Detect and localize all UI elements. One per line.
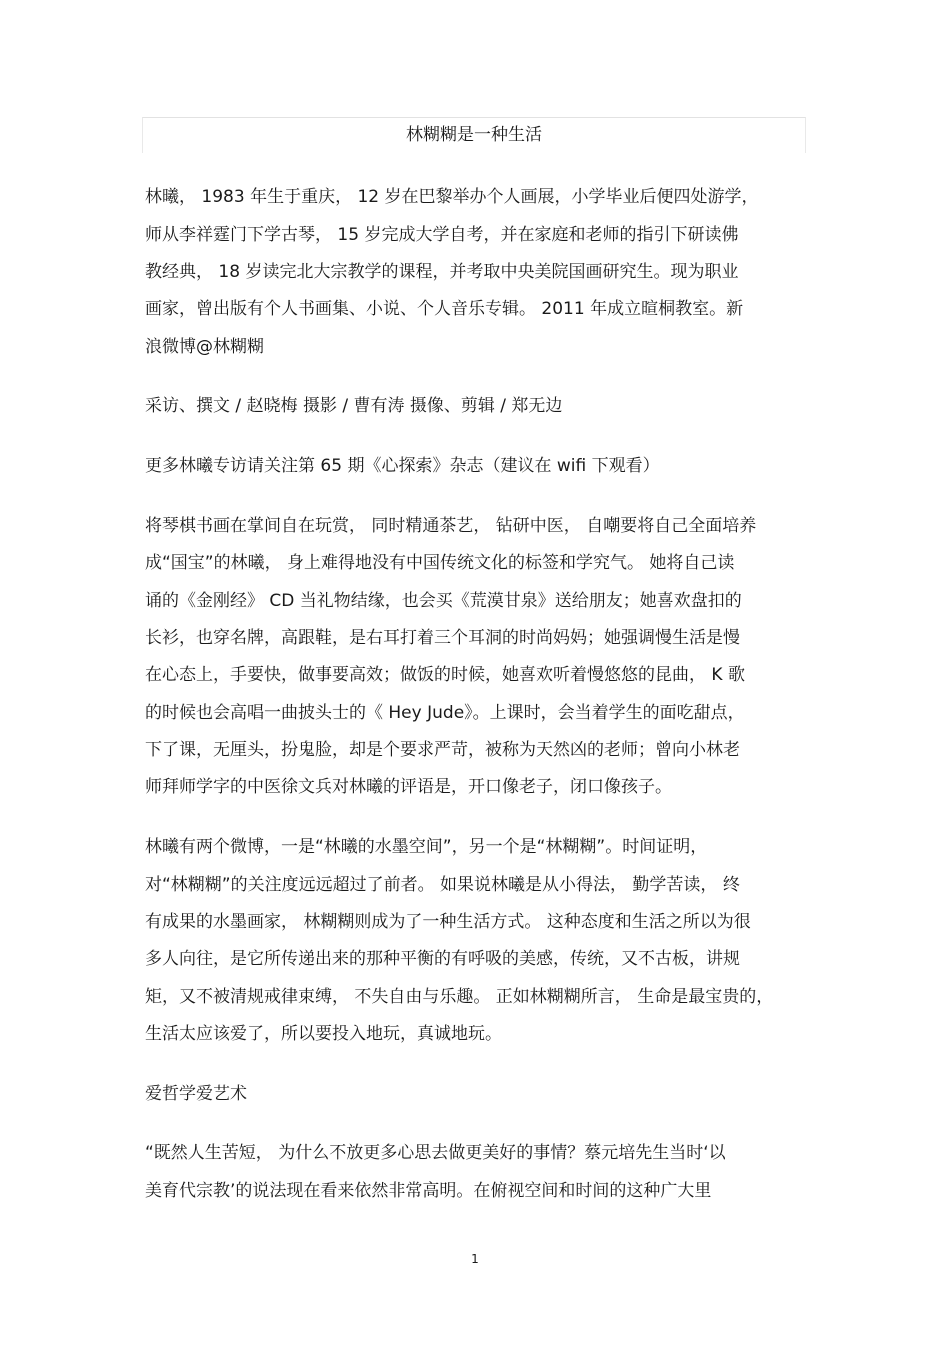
page-number: 1	[471, 1252, 479, 1266]
text-line: 林曦有两个微博，一是“林曦的水墨空间”，另一个是“林糊糊”。时间证明，	[145, 837, 708, 857]
section-heading: 爱哲学爱艺术	[145, 1084, 247, 1104]
magazine-note: 更多林曦专访请关注第 65 期《心探索》杂志（建议在 wifi 下观看）	[145, 456, 660, 476]
text-line: 有成果的水墨画家， 林糊糊则成为了一种生活方式。 这种态度和生活之所以为很	[145, 912, 751, 932]
text-line: 下了课，无厘头，扮鬼脸，却是个要求严苛，被称为天然凶的老师；曾向小林老	[145, 740, 740, 760]
text-line: 的时候也会高唱一曲披头士的《 Hey Jude》。上课时，会当着学生的面吃甜点，	[145, 703, 745, 723]
text-line: 生活太应该爱了，所以要投入地玩，真诚地玩。	[145, 1024, 502, 1044]
text-line: 画家，曾出版有个人书画集、小说、个人音乐专辑。 2011 年成立暄桐教室。新	[145, 299, 744, 319]
text-line: 矩，又不被清规戒律束缚， 不失自由与乐趣。 正如林糊糊所言， 生命是最宝贵的，	[145, 987, 774, 1007]
text-line: 浪微博@林糊糊	[145, 337, 264, 357]
text-line: 将琴棋书画在掌间自在玩赏， 同时精通茶艺， 钻研中医， 自嘲要将自己全面培养	[145, 516, 757, 536]
credits-line: 采访、撰文 / 赵晓梅 摄影 / 曹有涛 摄像、剪辑 / 郑无边	[145, 396, 563, 416]
text-line: 教经典， 18 岁读完北大宗教学的课程，并考取中央美院国画研究生。现为职业	[145, 262, 739, 282]
text-line: 师拜师学字的中医徐文兵对林曦的评语是，开口像老子，闭口像孩子。	[145, 777, 672, 797]
text-line: 师从李祥霆门下学古琴， 15 岁完成大学自考，并在家庭和老师的指引下研读佛	[145, 225, 739, 245]
text-line: 对“林糊糊”的关注度远远超过了前者。 如果说林曦是从小得法， 勤学苦读， 终	[145, 875, 740, 895]
text-line: 长衫，也穿名牌，高跟鞋，是右耳打着三个耳洞的时尚妈妈；她强调慢生活是慢	[145, 628, 740, 648]
text-line: 美育代宗教’的说法现在看来依然非常高明。在俯视空间和时间的这种广大里	[145, 1181, 712, 1201]
text-line: 诵的《金刚经》 CD 当礼物结缘，也会买《荒漠甘泉》送给朋友；她喜欢盘扣的	[145, 591, 742, 611]
text-line: 成“国宝”的林曦， 身上难得地没有中国传统文化的标签和学究气。 她将自己读	[145, 553, 735, 573]
text-line: “既然人生苦短， 为什么不放更多心思去做更美好的事情？蔡元培先生当时‘以	[145, 1143, 726, 1163]
document-title: 林糊糊是一种生活	[406, 125, 542, 145]
text-line: 多人向往，是它所传递出来的那种平衡的有呼吸的美感，传统，又不古板，讲规	[145, 949, 740, 969]
text-line: 林曦， 1983 年生于重庆， 12 岁在巴黎举办个人画展，小学毕业后便四处游学，	[145, 187, 759, 207]
text-line: 在心态上，手要快，做事要高效；做饭的时候，她喜欢听着慢悠悠的昆曲， K 歌	[145, 665, 745, 685]
